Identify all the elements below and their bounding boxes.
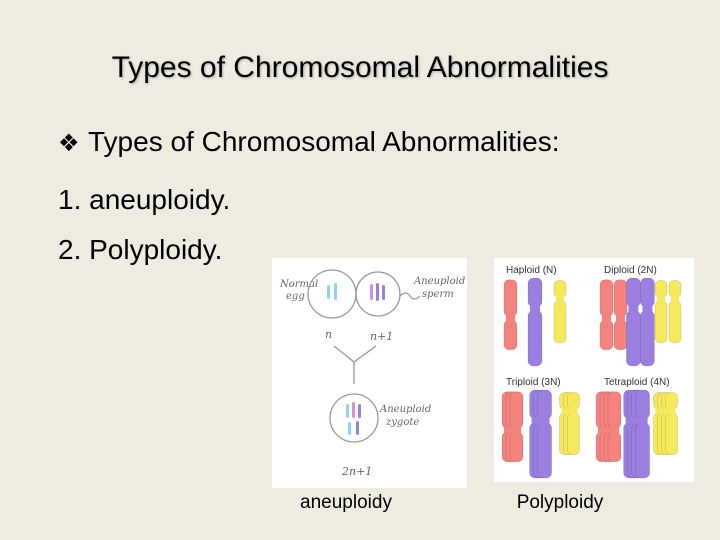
two-n-plus-1-label: 2n+1 — [342, 465, 373, 478]
diploid-chromosome — [669, 281, 681, 343]
n-label: n — [325, 328, 333, 341]
haploid-chromosome — [528, 278, 542, 366]
aneuploid-zygote-label-line2: zygote — [386, 417, 420, 428]
triploid-chromosome — [538, 390, 552, 478]
aneuploidy-caption: aneuploidy — [300, 492, 392, 513]
tetraploid-chromosome — [608, 392, 621, 462]
polyploidy-caption: Polyploidy — [516, 492, 604, 513]
diploid-chromosome — [600, 280, 613, 350]
haploid-panel-label: Haploid (N) — [506, 265, 557, 276]
slide-title: Types of Chromosomal Abnormalities — [111, 51, 609, 84]
aneuploid-sperm-label-line1: Aneuploid — [414, 276, 466, 287]
triploid-chromosome — [568, 393, 580, 455]
bullet-heading: Types of Chromosomal Abnormalities: — [88, 126, 560, 157]
haploid-chromosome — [504, 280, 517, 350]
list-item-2: 2. Polyploidy. — [58, 234, 223, 265]
diamond-bullet-icon: ❖ — [58, 130, 80, 157]
bullet-line — [58, 122, 560, 164]
diploid-chromosome — [655, 281, 667, 343]
aneuploidy-diagram — [272, 258, 467, 488]
tetraploid-chromosome — [666, 393, 678, 455]
haploid-chromosome — [554, 281, 566, 343]
n-plus-1-label: n+1 — [370, 330, 394, 343]
diploid-chromosome — [626, 278, 640, 366]
tetraploid-panel-label: Tetraploid (4N) — [604, 377, 670, 388]
normal-egg-label-line1: Normal — [280, 279, 319, 290]
polyploidy-diagram — [494, 258, 694, 482]
aneuploid-sperm-label-line2: sperm — [422, 289, 454, 300]
diploid-chromosome — [640, 278, 654, 366]
list-item-1: 1. aneuploidy. — [58, 184, 231, 215]
tetraploid-chromosome — [636, 390, 650, 478]
normal-egg-label-line2: egg — [286, 291, 305, 302]
diploid-panel-label: Diploid (2N) — [604, 265, 657, 276]
diploid-chromosome — [614, 280, 627, 350]
aneuploid-zygote-label-line1: Aneuploid — [380, 404, 432, 415]
triploid-chromosome — [510, 392, 523, 462]
triploid-panel-label: Triploid (3N) — [506, 377, 561, 388]
